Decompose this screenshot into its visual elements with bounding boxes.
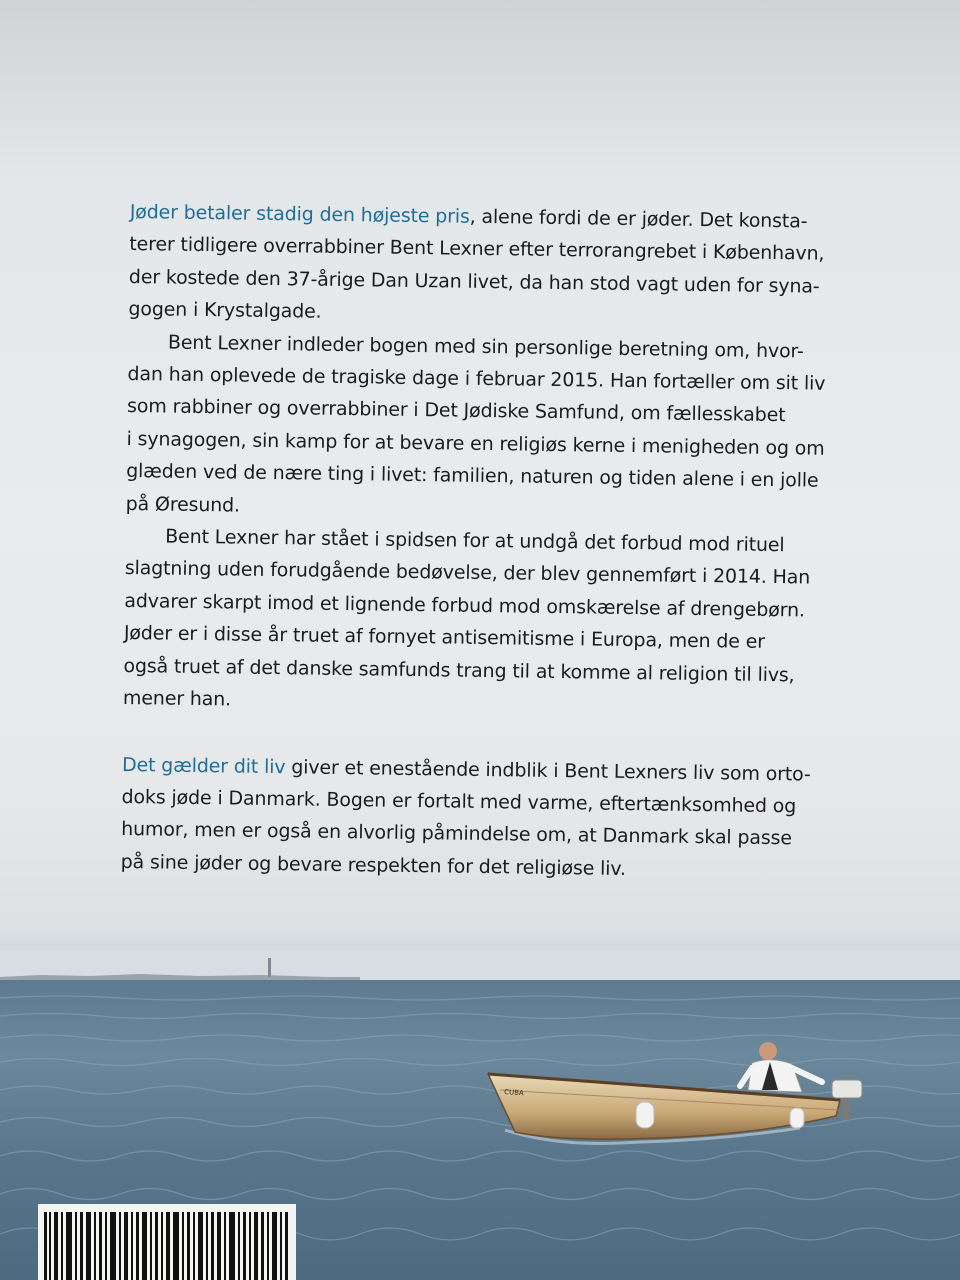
outboard-motor <box>832 1080 862 1098</box>
boat-fender-right <box>790 1108 804 1128</box>
blurb-paragraph-4: Det gælder dit liv giver et enestående indblik i Bent Lexners liv som orto- doks jøde i Danmark. Bogen er fortalt med varme, eftertænksomhed og humor, men er også en alvorlig påmindelse om, at Danmark skal passe på sine jøder og bevare respekten for det religiøse liv. <box>120 753 811 880</box>
blurb-paragraph-1: Jøder betaler stadig den højeste pris, alene fordi de er jøder. Det konsta- terer tidligere overrabbiner Bent Lexner efter terrorangrebet i København, der kostede den 37-årige Dan Uzan livet, da han stod vagt uden for syna- gogen i Krystalgade. <box>128 200 825 323</box>
person-head <box>759 1042 777 1060</box>
blurb-paragraph-2: Bent Lexner indleder bogen med sin personlige beretning om, hvor- dan han oplevede de tragiske dage i februar 2015. Han fortæller om sit liv som rabbiner og overrabbiner i Det Jødiske Samfund, om fællesskabet i synagogen, sin kamp for at bevare en religiøs kerne i menigheden og om glæden ved de nære ting i livet: familien, naturen og tiden alene i en jolle på Øresund. <box>125 331 826 517</box>
boat-fender-left <box>636 1102 654 1128</box>
barcode-bars <box>38 1204 296 1280</box>
barcode <box>38 1204 296 1280</box>
distant-tower <box>268 958 271 977</box>
back-cover-blurb <box>120 196 826 888</box>
blurb-paragraph-3: Bent Lexner har stået i spidsen for at undgå det forbud mod rituel slagtning uden forudgående bedøvelse, der blev gennemført i 2014. Han advarer skarpt imod et lignende forbud mod omskærelse af drengebørn. Jøder er i disse år truet af fornyet antisemitisme i Europa, men de er også truet af det danske samfunds trang til at komme al religion til livs, mener han. <box>122 525 811 711</box>
boat-name-label: CUBA <box>503 1088 524 1098</box>
highlighted-lead-phrase: Jøder betaler stadig den højeste pris <box>129 200 470 228</box>
highlighted-book-title: Det gælder dit liv <box>121 753 286 778</box>
